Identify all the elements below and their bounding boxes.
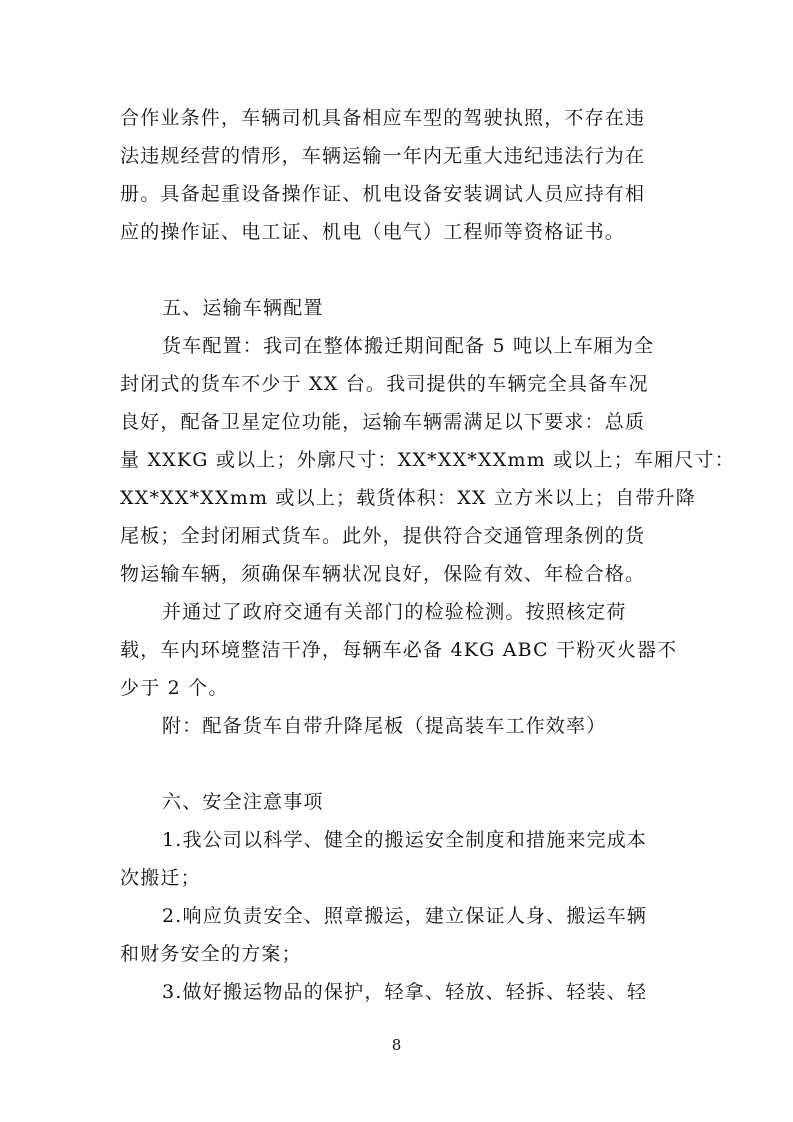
paragraph-line: 并通过了政府交通有关部门的检验检测。按照核定荷 (162, 601, 627, 623)
list-item: 3.做好搬运物品的保护，轻拿、轻放、轻拆、轻装、轻 (162, 981, 648, 1003)
paragraph-line: XX*XX*XXmm 或以上；载货体积：XX 立方米以上；自带升降 (120, 487, 696, 509)
paragraph-line: 量 XXKG 或以上；外廓尺寸：XX*XX*XXmm 或以上；车厢尺寸： (120, 449, 735, 471)
section-heading-vehicle-config: 五、运输车辆配置 (162, 297, 324, 319)
paragraph-line: 法违规经营的情形，车辆运输一年内无重大违纪违法行为在 (120, 145, 646, 167)
paragraph-line: 附：配备货车自带升降尾板（提高装车工作效率） (162, 715, 607, 737)
list-item-continuation: 次搬迁； (120, 867, 201, 889)
paragraph-line: 少于 2 个。 (120, 677, 229, 699)
paragraph-line: 尾板；全封闭厢式货车。此外，提供符合交通管理条例的货 (120, 525, 646, 547)
page-number: 8 (391, 1036, 402, 1054)
paragraph-line: 册。具备起重设备操作证、机电设备安装调试人员应持有相 (120, 183, 646, 205)
paragraph-line: 良好，配备卫星定位功能，运输车辆需满足以下要求：总质 (120, 411, 646, 433)
paragraph-line: 载，车内环境整洁干净，每辆车必备 4KG ABC 干粉灭火器不 (120, 639, 678, 661)
paragraph-line: 货车配置：我司在整体搬迁期间配备 5 吨以上车厢为全 (162, 335, 655, 357)
paragraph-line: 应的操作证、电工证、机电（电气）工程师等资格证书。 (120, 221, 626, 243)
paragraph-line: 物运输车辆，须确保车辆状况良好，保险有效、年检合格。 (120, 563, 646, 585)
list-item: 2.响应负责安全、照章搬运，建立保证人身、搬运车辆 (162, 905, 648, 927)
paragraph-line: 合作业条件，车辆司机具备相应车型的驾驶执照，不存在违 (120, 107, 646, 129)
section-heading-safety: 六、安全注意事项 (162, 791, 324, 813)
list-item-continuation: 和财务安全的方案； (120, 943, 302, 965)
list-item: 1.我公司以科学、健全的搬运安全制度和措施来完成本 (162, 829, 648, 851)
paragraph-line: 封闭式的货车不少于 XX 台。我司提供的车辆完全具备车况 (120, 373, 649, 395)
